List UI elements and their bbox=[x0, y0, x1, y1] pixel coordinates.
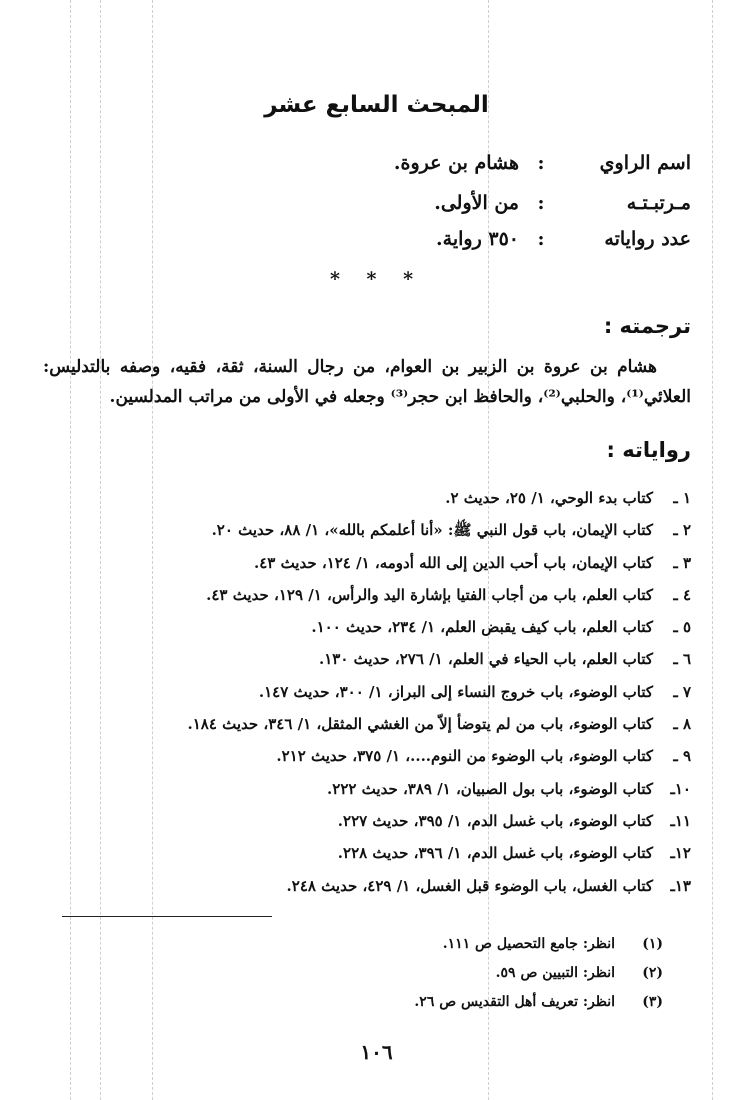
info-label: مـرتبـتـه bbox=[626, 192, 691, 214]
biography-text: هشام بن عروة بن الزبير بن العوام، من رجال السنة، ثقة، فقيه، وصفه بالتدليس: العلائي⁽¹⁾، والحلبي⁽²⁾، والحافظ ابن حجر⁽³⁾ وجعله في الأولى من مراتب المدلسين. bbox=[43, 357, 691, 407]
narration-item bbox=[31, 611, 691, 643]
scan-guide-line bbox=[712, 0, 713, 1100]
footnote-text: انظر: تعريف أهل التقديس ص ٢٦. bbox=[414, 994, 615, 1010]
info-value: هشام بن عروة. bbox=[393, 152, 519, 174]
narration-text: كتاب العلم، باب من أجاب الفتيا بإشارة اليد والرأس، ١/ ١٢٩، حديث ٤٣. bbox=[206, 585, 653, 604]
page-number: ١٠٦ bbox=[360, 1040, 393, 1064]
narration-item bbox=[31, 740, 691, 772]
narration-number: ٤ ـ bbox=[673, 585, 691, 604]
info-label: اسم الراوي bbox=[599, 152, 691, 174]
info-separator: : bbox=[537, 228, 545, 250]
narration-number: ١١ـ bbox=[670, 811, 691, 830]
narration-text: كتاب الوضوء، باب الوضوء من النوم....، ١/ ٣٧٥، حديث ٢١٢. bbox=[276, 747, 653, 766]
narration-number: ١٣ـ bbox=[670, 876, 691, 895]
narration-number: ١٢ـ bbox=[670, 844, 691, 863]
narrations-heading: رواياته : bbox=[606, 438, 691, 462]
narration-item bbox=[31, 708, 691, 740]
narration-number: ٢ ـ bbox=[673, 521, 691, 540]
footnote-item bbox=[63, 988, 663, 1017]
narration-item bbox=[31, 805, 691, 837]
footnote-text: انظر: جامع التحصيل ص ١١١. bbox=[442, 936, 615, 952]
narration-text: كتاب بدء الوحي، ١/ ٢٥، حديث ٢. bbox=[445, 489, 653, 507]
footnotes-list bbox=[63, 930, 663, 1017]
narration-number: ٣ ـ bbox=[673, 553, 691, 572]
section-title: المبحث السابع عشر bbox=[264, 92, 489, 118]
narration-item bbox=[31, 837, 691, 869]
narration-number: ٩ ـ bbox=[673, 747, 691, 766]
narrations-list bbox=[31, 482, 691, 902]
narration-item bbox=[31, 643, 691, 675]
footnote-marker: (٢) bbox=[642, 965, 663, 981]
info-value: ٣٥٠ رواية. bbox=[436, 228, 519, 250]
info-separator: : bbox=[537, 192, 545, 214]
narration-item bbox=[31, 547, 691, 579]
section-separator: * * * bbox=[329, 268, 424, 290]
info-label: عدد رواياته bbox=[604, 228, 691, 250]
narration-text: كتاب الوضوء، باب بول الصبيان، ١/ ٣٨٩، حديث ٢٢٢. bbox=[327, 779, 653, 798]
narration-number: ١ ـ bbox=[673, 489, 691, 507]
narration-item bbox=[31, 482, 691, 514]
narration-number: ٥ ـ bbox=[673, 618, 691, 637]
biography-paragraph bbox=[43, 352, 691, 412]
narration-text: كتاب الغسل، باب الوضوء قبل الغسل، ١/ ٤٢٩، حديث ٢٤٨. bbox=[286, 876, 653, 895]
footnote-item bbox=[63, 959, 663, 988]
narration-number: ١٠ـ bbox=[670, 779, 691, 798]
narration-text: كتاب الوضوء، باب غسل الدم، ١/ ٣٩٥، حديث ٢٢٧. bbox=[337, 811, 653, 830]
narration-text: كتاب الوضوء، باب خروج النساء إلى البراز، ١/ ٣٠٠، حديث ١٤٧. bbox=[258, 682, 653, 701]
footnote-marker: (٣) bbox=[642, 994, 663, 1010]
narration-item bbox=[31, 676, 691, 708]
narration-item bbox=[31, 870, 691, 902]
info-separator: : bbox=[537, 152, 545, 174]
narration-item bbox=[31, 579, 691, 611]
info-value: من الأولى. bbox=[434, 192, 519, 214]
narration-number: ٨ ـ bbox=[673, 715, 691, 734]
narration-item bbox=[31, 773, 691, 805]
footnote-rule bbox=[62, 916, 272, 917]
footnote-marker: (١) bbox=[642, 936, 663, 952]
narration-number: ٦ ـ bbox=[673, 650, 691, 669]
footnote-text: انظر: التبيين ص ٥٩. bbox=[495, 965, 615, 981]
narration-number: ٧ ـ bbox=[673, 682, 691, 701]
narration-text: كتاب العلم، باب الحياء في العلم، ١/ ٢٧٦، حديث ١٣٠. bbox=[318, 650, 653, 669]
narration-text: كتاب الوضوء، باب من لم يتوضأ إلاّ من الغشي المثقل، ١/ ٣٤٦، حديث ١٨٤. bbox=[187, 715, 653, 734]
footnote-item bbox=[63, 930, 663, 959]
narration-item bbox=[31, 514, 691, 546]
narration-text: كتاب الوضوء، باب غسل الدم، ١/ ٣٩٦، حديث ٢٢٨. bbox=[337, 844, 653, 863]
narration-text: كتاب العلم، باب كيف يقبض العلم، ١/ ٢٣٤، حديث ١٠٠. bbox=[311, 618, 653, 637]
narration-text: كتاب الإيمان، باب أحب الدين إلى الله أدومه، ١/ ١٢٤، حديث ٤٣. bbox=[253, 553, 653, 572]
narration-text: كتاب الإيمان، باب قول النبي ﷺ: «أنا أعلمكم بالله»، ١/ ٨٨، حديث ٢٠. bbox=[211, 521, 653, 540]
biography-heading: ترجمته : bbox=[603, 314, 691, 338]
